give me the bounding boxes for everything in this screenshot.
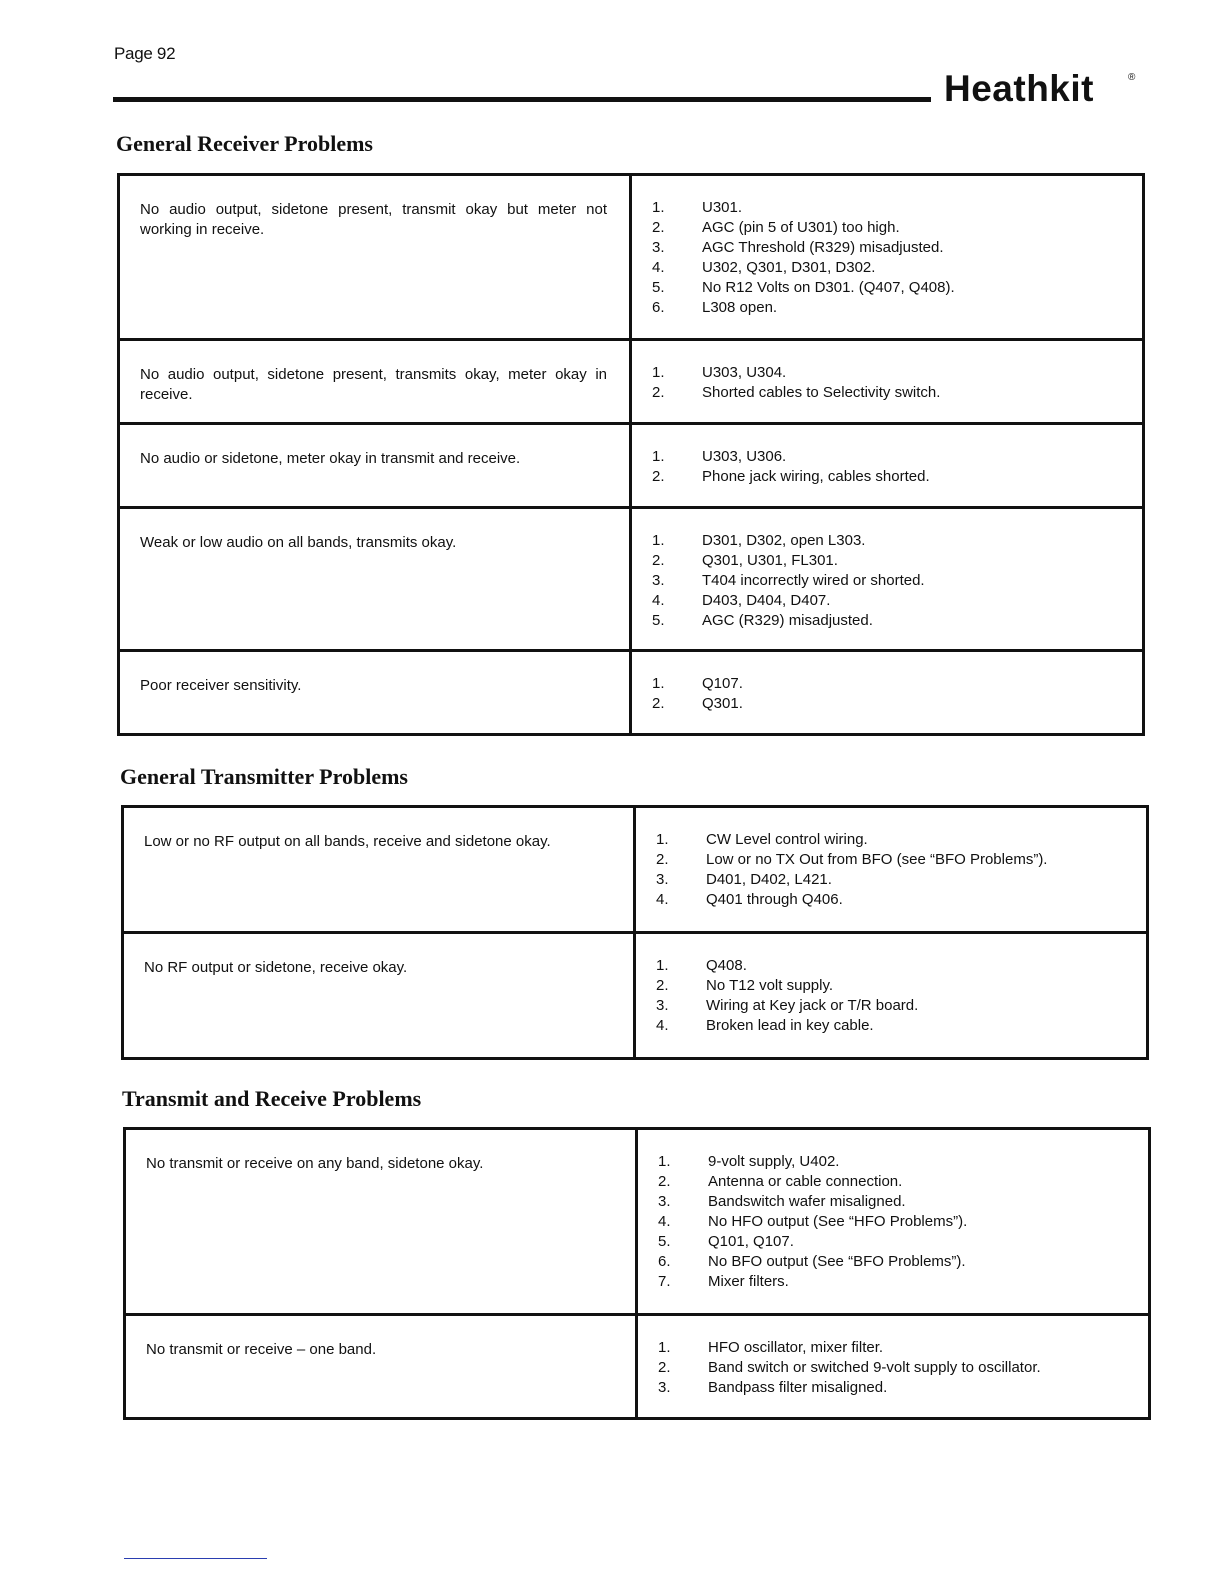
- symptom-cell: [119, 424, 631, 508]
- item-number: 2.: [652, 219, 665, 236]
- causes-list: [652, 198, 1122, 318]
- item-number: 2.: [658, 1359, 671, 1376]
- item-text: HFO oscillator, mixer filter.: [708, 1339, 884, 1356]
- symptom-text: No audio output, sidetone present, transmits okay, meter okay in receive.: [140, 366, 607, 403]
- list-item: [656, 976, 1126, 996]
- item-number: 4.: [656, 1017, 669, 1034]
- page-number: Page 92: [114, 44, 176, 63]
- brand-logo: Heathkit: [944, 68, 1094, 109]
- list-item: [652, 694, 1122, 714]
- item-text: Q301, U301, FL301.: [702, 552, 838, 569]
- list-item: [656, 996, 1126, 1016]
- list-item: [652, 363, 1122, 383]
- list-item: [656, 956, 1126, 976]
- table-row: [123, 807, 1148, 933]
- list-item: [652, 447, 1122, 467]
- item-number: 4.: [652, 259, 665, 276]
- list-item: [652, 218, 1122, 238]
- list-item: [656, 870, 1126, 890]
- item-text: Broken lead in key cable.: [706, 1017, 874, 1034]
- item-text: CW Level control wiring.: [706, 831, 868, 848]
- item-text: Q101, Q107.: [708, 1233, 794, 1250]
- item-number: 3.: [652, 239, 665, 256]
- item-text: U303, U304.: [702, 364, 787, 381]
- item-text: No T12 volt supply.: [706, 977, 834, 994]
- symptom-text: No transmit or receive on any band, sidetone okay.: [146, 1155, 484, 1172]
- symptom-text: No transmit or receive – one band.: [146, 1341, 377, 1358]
- table-row: [123, 933, 1148, 1059]
- list-item: [652, 258, 1122, 278]
- symptom-text: No audio or sidetone, meter okay in transmit and receive.: [140, 450, 521, 467]
- item-text: Phone jack wiring, cables shorted.: [702, 468, 930, 485]
- item-text: No R12 Volts on D301. (Q407, Q408).: [702, 279, 955, 296]
- transmit-receive-problems-table: [123, 1127, 1151, 1420]
- item-number: 1.: [652, 448, 665, 465]
- causes-list: [656, 830, 1126, 910]
- item-text: Bandswitch wafer misaligned.: [708, 1193, 906, 1210]
- item-number: 2.: [656, 977, 669, 994]
- item-text: D401, D402, L421.: [706, 871, 832, 888]
- item-text: AGC (R329) misadjusted.: [702, 612, 873, 629]
- item-text: Low or no TX Out from BFO (see “BFO Problems”).: [706, 851, 1048, 868]
- symptom-cell: [123, 933, 635, 1059]
- item-number: 6.: [652, 299, 665, 316]
- item-number: 1.: [656, 831, 669, 848]
- causes-list: [652, 531, 1122, 631]
- item-number: 1.: [658, 1153, 671, 1170]
- list-item: [652, 591, 1122, 611]
- list-item: [658, 1192, 1128, 1212]
- list-item: [658, 1358, 1128, 1378]
- item-text: Bandpass filter misaligned.: [708, 1379, 888, 1396]
- list-item: [652, 531, 1122, 551]
- list-item: [652, 383, 1122, 403]
- symptom-cell: [119, 175, 631, 340]
- list-item: [652, 551, 1122, 571]
- item-text: Q107.: [702, 675, 743, 692]
- list-item: [658, 1172, 1128, 1192]
- causes-list: [656, 956, 1126, 1036]
- brand-registered-mark: ®: [1128, 72, 1136, 83]
- item-number: 1.: [658, 1339, 671, 1356]
- table-row: [119, 651, 1144, 735]
- item-text: Mixer filters.: [708, 1273, 789, 1290]
- receiver-problems-table: [117, 173, 1145, 736]
- item-text: 9-volt supply, U402.: [708, 1153, 840, 1170]
- symptom-cell: [119, 508, 631, 651]
- item-text: No HFO output (See “HFO Problems”).: [708, 1213, 968, 1230]
- causes-cell: [631, 175, 1144, 340]
- item-number: 4.: [658, 1213, 671, 1230]
- causes-list: [658, 1338, 1128, 1398]
- transmitter-problems-table: [121, 805, 1149, 1060]
- symptom-text: Weak or low audio on all bands, transmits okay.: [140, 534, 457, 551]
- list-item: [658, 1272, 1128, 1292]
- item-text: U301.: [702, 199, 743, 216]
- table-row: [119, 175, 1144, 340]
- list-item: [658, 1212, 1128, 1232]
- symptom-cell: [119, 340, 631, 424]
- list-item: [652, 238, 1122, 258]
- causes-list: [652, 363, 1122, 403]
- section-title-receiver: General Receiver Problems: [116, 131, 373, 156]
- footer-line: [124, 1558, 267, 1559]
- item-number: 5.: [652, 612, 665, 629]
- list-item: [652, 571, 1122, 591]
- symptom-text: No audio output, sidetone present, transmit okay but meter not working in receive.: [140, 201, 607, 238]
- item-number: 5.: [658, 1233, 671, 1250]
- list-item: [658, 1152, 1128, 1172]
- causes-cell: [631, 651, 1144, 735]
- item-number: 2.: [652, 468, 665, 485]
- item-number: 1.: [652, 532, 665, 549]
- item-number: 3.: [652, 572, 665, 589]
- symptom-cell: [123, 807, 635, 933]
- table-row: [119, 340, 1144, 424]
- causes-cell: [631, 424, 1144, 508]
- item-text: AGC (pin 5 of U301) too high.: [702, 219, 900, 236]
- table-row: [119, 424, 1144, 508]
- item-text: Q401 through Q406.: [706, 891, 843, 908]
- list-item: [652, 278, 1122, 298]
- symptom-cell: [125, 1315, 637, 1419]
- item-text: No BFO output (See “BFO Problems”).: [708, 1253, 966, 1270]
- list-item: [652, 198, 1122, 218]
- causes-list: [652, 447, 1122, 487]
- list-item: [656, 1016, 1126, 1036]
- item-text: Shorted cables to Selectivity switch.: [702, 384, 941, 401]
- item-number: 1.: [656, 957, 669, 974]
- item-number: 2.: [658, 1173, 671, 1190]
- causes-cell: [635, 807, 1148, 933]
- list-item: [656, 890, 1126, 910]
- section-title-transmitter: General Transmitter Problems: [120, 764, 408, 789]
- symptom-cell: [125, 1129, 637, 1315]
- item-number: 2.: [656, 851, 669, 868]
- item-text: Band switch or switched 9-volt supply to oscillator.: [708, 1359, 1041, 1376]
- list-item: [652, 467, 1122, 487]
- item-number: 2.: [652, 552, 665, 569]
- causes-list: [652, 674, 1122, 714]
- list-item: [658, 1378, 1128, 1398]
- item-number: 4.: [652, 592, 665, 609]
- item-text: Wiring at Key jack or T/R board.: [706, 997, 919, 1014]
- causes-cell: [631, 340, 1144, 424]
- symptom-text: Low or no RF output on all bands, receive and sidetone okay.: [144, 833, 551, 850]
- item-number: 4.: [656, 891, 669, 908]
- symptom-text: No RF output or sidetone, receive okay.: [144, 959, 408, 976]
- item-number: 2.: [652, 695, 665, 712]
- item-text: U302, Q301, D301, D302.: [702, 259, 876, 276]
- list-item: [656, 830, 1126, 850]
- item-text: Q408.: [706, 957, 747, 974]
- causes-list: [658, 1152, 1128, 1292]
- item-number: 3.: [656, 871, 669, 888]
- item-number: 6.: [658, 1253, 671, 1270]
- table-row: [119, 508, 1144, 651]
- list-item: [652, 611, 1122, 631]
- item-text: U303, U306.: [702, 448, 787, 465]
- item-number: 7.: [658, 1273, 671, 1290]
- table-row: [125, 1129, 1150, 1315]
- list-item: [652, 674, 1122, 694]
- symptom-cell: [119, 651, 631, 735]
- list-item: [652, 298, 1122, 318]
- section-title-transmit-receive: Transmit and Receive Problems: [122, 1086, 422, 1111]
- list-item: [658, 1252, 1128, 1272]
- item-text: D403, D404, D407.: [702, 592, 831, 609]
- item-text: Antenna or cable connection.: [708, 1173, 903, 1190]
- item-number: 1.: [652, 675, 665, 692]
- item-text: D301, D302, open L303.: [702, 532, 866, 549]
- list-item: [658, 1338, 1128, 1358]
- item-number: 1.: [652, 199, 665, 216]
- item-text: T404 incorrectly wired or shorted.: [702, 572, 925, 589]
- causes-cell: [635, 933, 1148, 1059]
- item-text: L308 open.: [702, 299, 778, 316]
- item-number: 1.: [652, 364, 665, 381]
- item-text: AGC Threshold (R329) misadjusted.: [702, 239, 944, 256]
- item-number: 2.: [652, 384, 665, 401]
- causes-cell: [637, 1315, 1150, 1419]
- symptom-text: Poor receiver sensitivity.: [140, 677, 302, 694]
- item-text: Q301.: [702, 695, 743, 712]
- causes-cell: [631, 508, 1144, 651]
- causes-cell: [637, 1129, 1150, 1315]
- item-number: 3.: [656, 997, 669, 1014]
- item-number: 3.: [658, 1193, 671, 1210]
- list-item: [658, 1232, 1128, 1252]
- item-number: 3.: [658, 1379, 671, 1396]
- list-item: [656, 850, 1126, 870]
- table-row: [125, 1315, 1150, 1419]
- header-rule: [113, 97, 931, 102]
- item-number: 5.: [652, 279, 665, 296]
